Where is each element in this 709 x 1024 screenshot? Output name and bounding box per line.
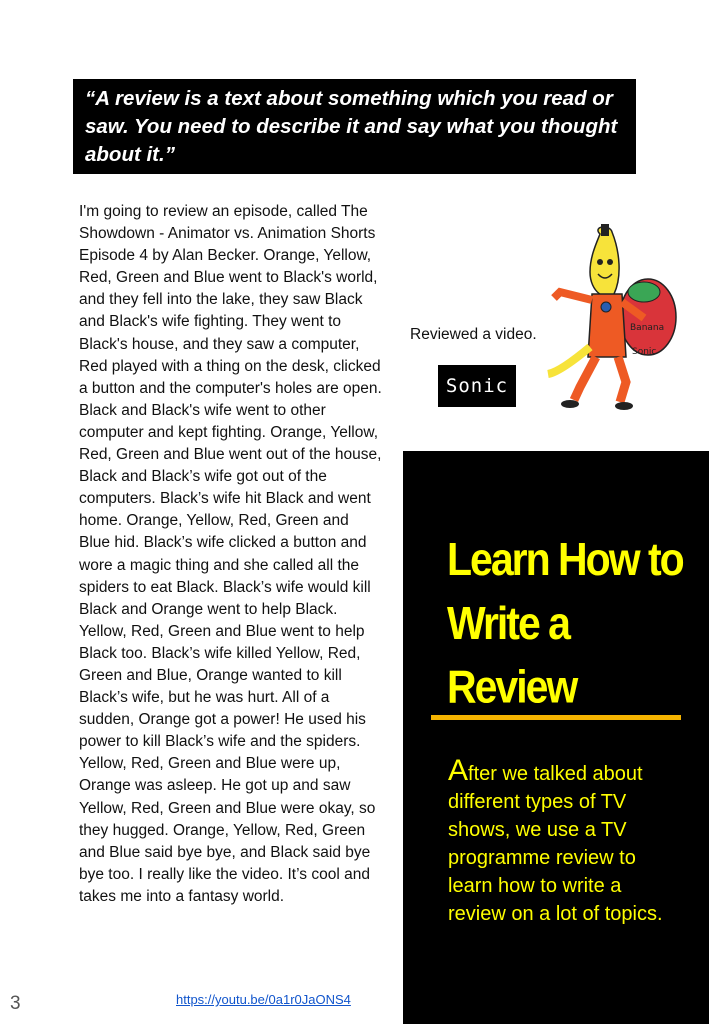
panel-divider bbox=[431, 715, 681, 720]
backpack-text-sonic: Sonic bbox=[632, 347, 657, 357]
review-body-text: I'm going to review an episode, called The Showdown - Animator vs. Animation Shorts Episode 4 by Alan Becker. Orange, Yellow, Red, Green and Blue went to Black's world, and they fell into the lake, they saw Black and Black's wife fighting. They went to Black's house, and they saw a computer, Red played with a thing on the desk, clicked a button and the computer's holes are open. Black and Black's wife went to other computer and kept fighting. Orange, Yellow, Red, Green and Blue went out of the house, Black and Black’s wife got out of the computers. Black’s wife hit Black and went home. Orange, Yellow, Red, Green and Blue hid. Black’s wife clicked a button and wore a magic thing and she called all the spiders to eat Black. Black’s wife would kill Black and Orange went to help Black. Yellow, Red, Green and Blue went to help Black too. Black’s wife killed Yellow, Red, Green and Blue, Orange wanted to kill Black’s wife, but he was hurt. All of a sudden, Orange got a power! He used his power to kill Black’s wife and the spiders. Yellow, Red, Green and Blue were up, Orange was asleep. He got up and saw Yellow, Red, Green and Blue were okay, so they hugged. Orange, Yellow, Red, Green and Blue said bye bye, and Black said bye bye too. I really like the video. It’s cool and takes me into a fantasy world. bbox=[79, 203, 382, 905]
video-link[interactable]: https://youtu.be/0a1r0JaONS4 bbox=[176, 992, 351, 1007]
drawing-caption: Reviewed a video. bbox=[410, 326, 537, 343]
panel-body-rest: fter we talked about different types of TV shows, we use a TV programme review to learn how to write a review on a lot of topics. bbox=[448, 763, 663, 925]
panel-title: Learn How to Write a Review bbox=[447, 533, 683, 713]
panel-body-dropcap: A bbox=[448, 754, 469, 787]
panel-body-text bbox=[448, 754, 673, 928]
quote-text: “A review is a text about something which you read or saw. You need to describe it and say what you thought about it.” bbox=[85, 87, 618, 166]
banana-character-drawing bbox=[540, 222, 680, 412]
backpack-text-banana: Banana bbox=[630, 323, 665, 333]
page-number: 3 bbox=[10, 993, 21, 1014]
quote-box bbox=[73, 79, 636, 174]
author-badge: Sonic bbox=[438, 365, 516, 407]
